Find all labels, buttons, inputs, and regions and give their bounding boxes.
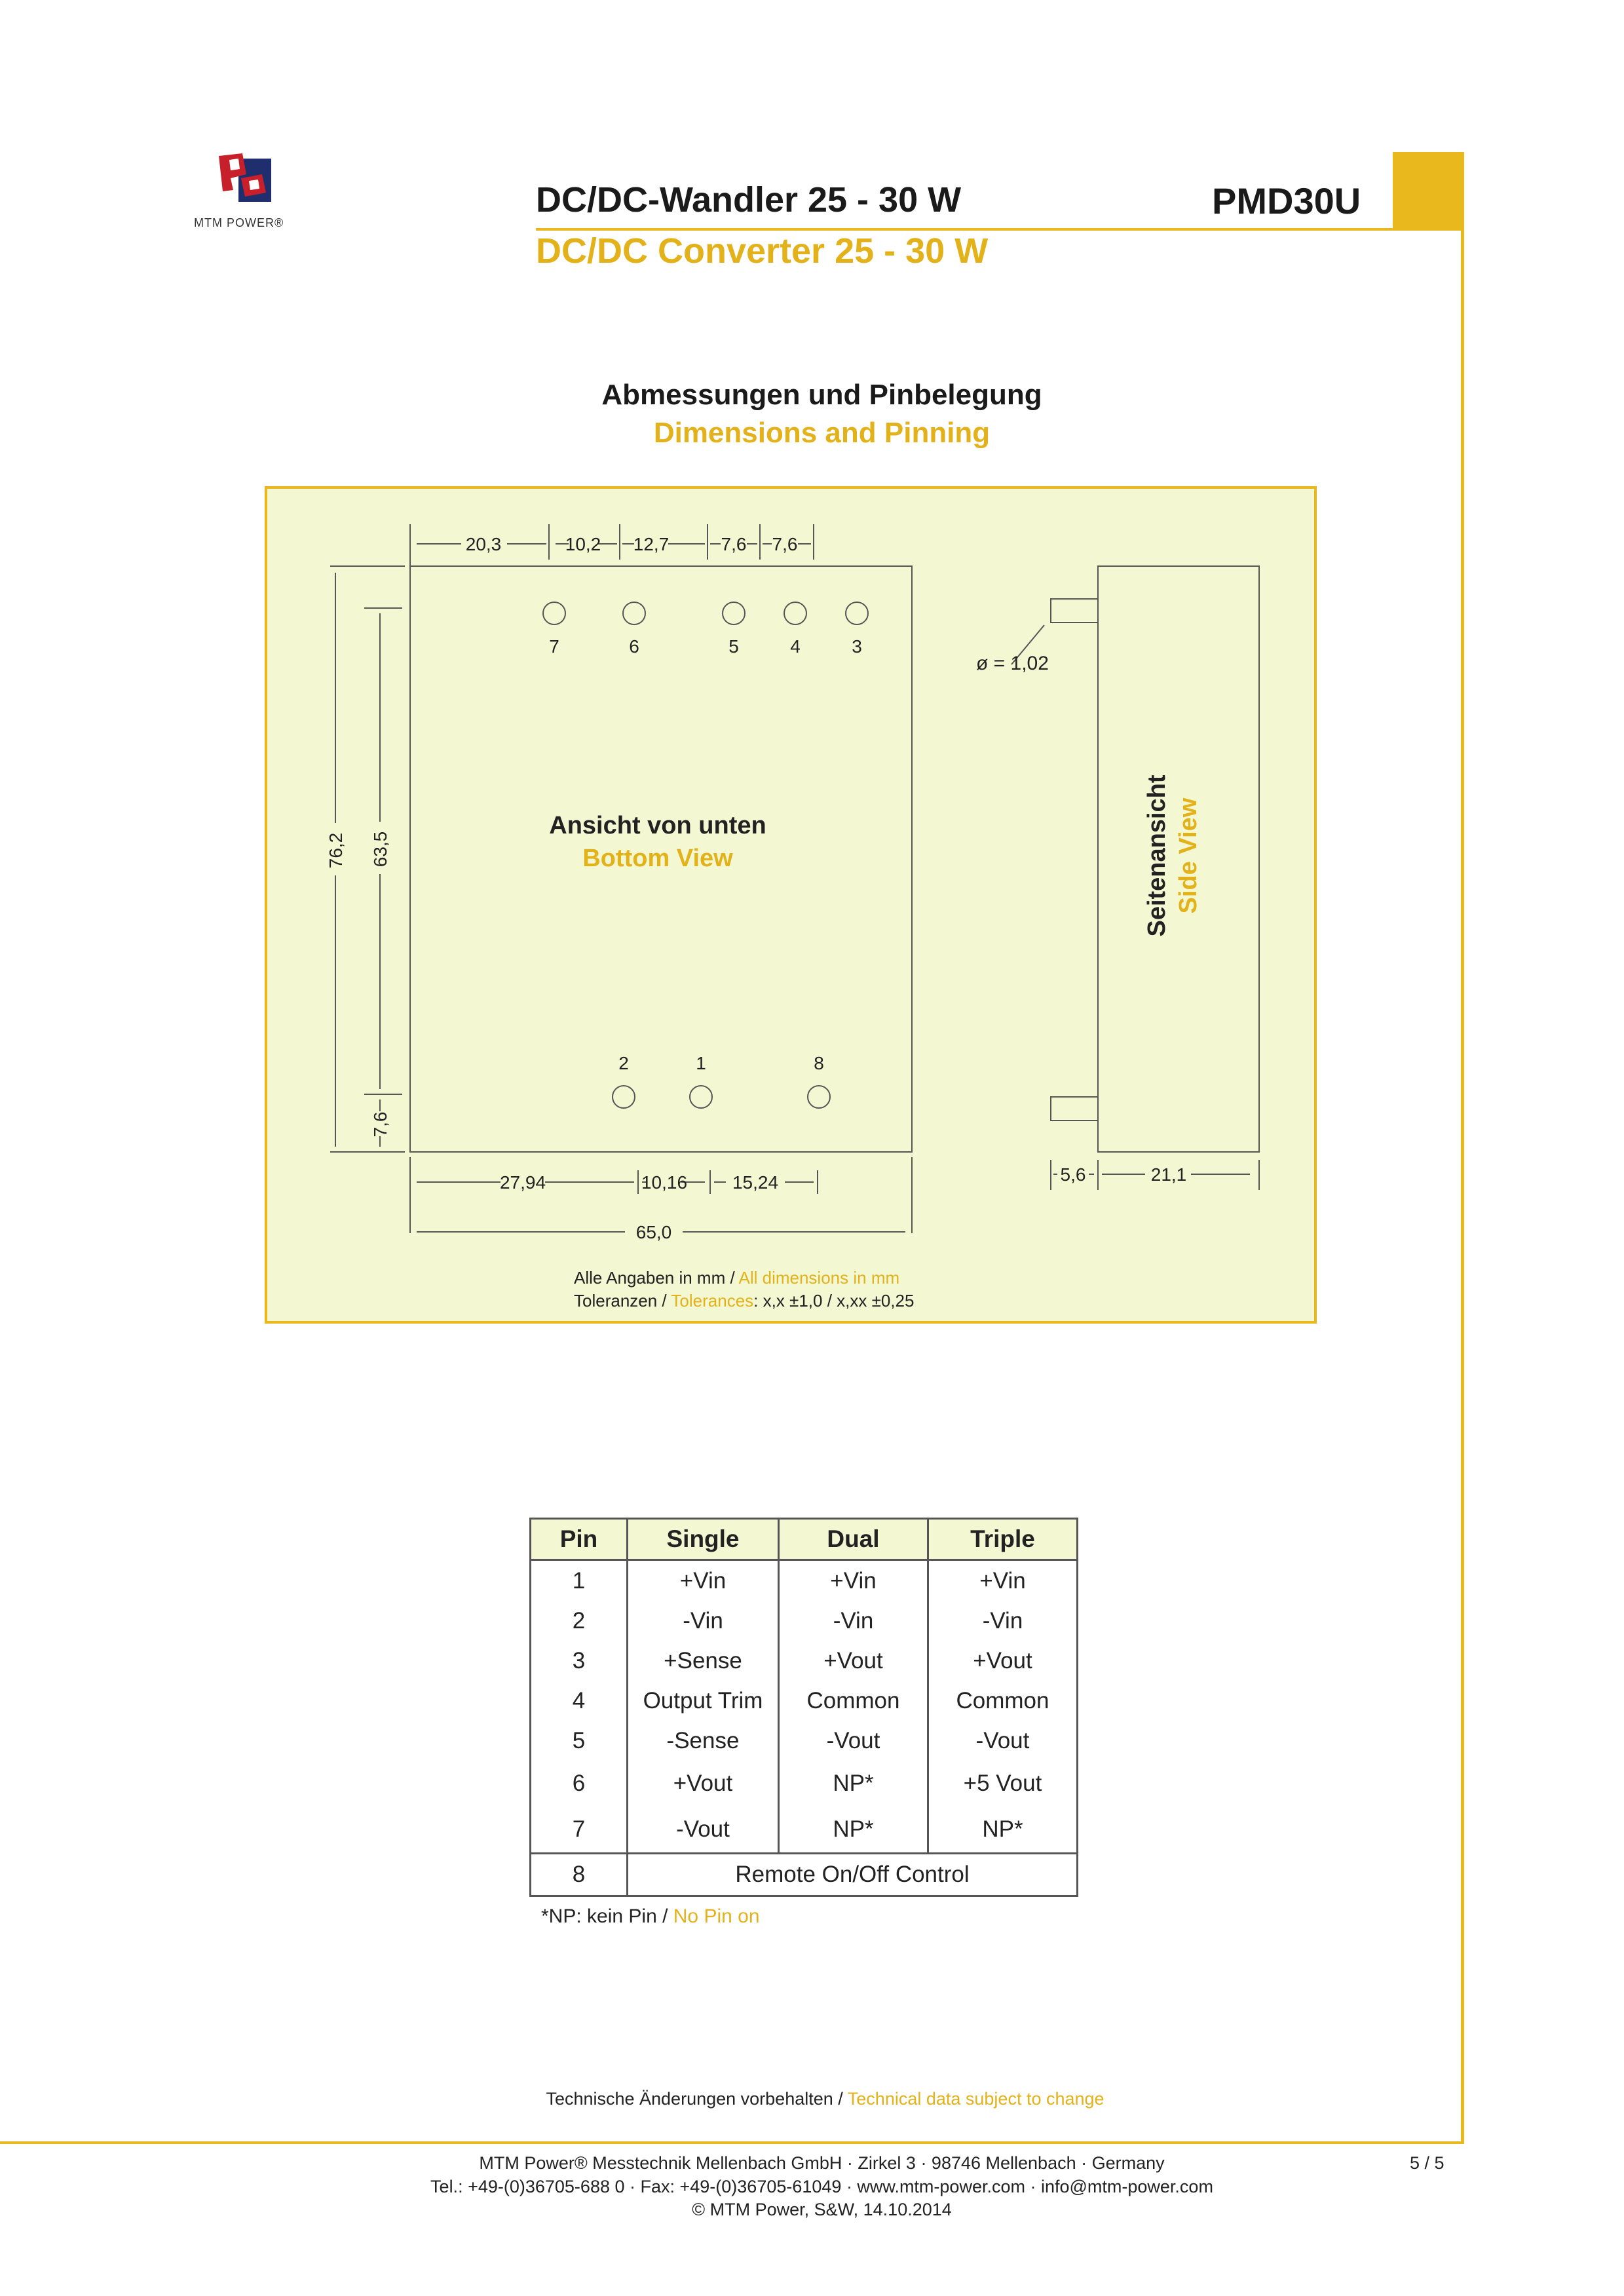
table-cell: -Vout (779, 1721, 928, 1761)
company-address: MTM Power® Messtechnik Mellenbach GmbH · Zirkel 3 · 98746 Mellenbach · Germany (479, 2153, 1165, 2173)
page-border-right (1461, 152, 1464, 2144)
dimension-drawing (267, 489, 1319, 1326)
corner-block (1393, 152, 1464, 231)
col-header-dual: Dual (779, 1519, 928, 1560)
note-tol-de: Toleranzen / (574, 1291, 667, 1311)
page-number: 5 / 5 (1410, 2153, 1445, 2173)
change-notice-de: Technische Änderungen vorbehalten / (546, 2089, 843, 2109)
table-row (531, 1807, 1078, 1854)
table-cell: Output Trim (628, 1681, 779, 1721)
dim-height-offset: 7,6 (370, 1111, 390, 1138)
col-header-triple: Triple (928, 1519, 1078, 1560)
table-header-row (531, 1519, 1078, 1560)
table-cell: 1 (531, 1560, 628, 1601)
note-tol-values: : x,x ±1,0 / x,xx ±0,25 (753, 1291, 915, 1311)
table-row (531, 1854, 1078, 1896)
table-cell: 4 (531, 1681, 628, 1721)
table-cell: NP* (928, 1807, 1078, 1854)
table-row (531, 1641, 1078, 1681)
pin-label: 8 (814, 1053, 824, 1073)
dim-total-width: 65,0 (635, 1222, 672, 1242)
pin-label: 7 (549, 636, 559, 657)
table-cell: 6 (531, 1761, 628, 1807)
pin-diameter: ø = 1,02 (976, 653, 1049, 674)
pin-label: 1 (696, 1053, 706, 1073)
note-units-en: All dimensions in mm (738, 1268, 900, 1288)
col-header-single: Single (628, 1519, 779, 1560)
change-notice-en: Technical data subject to change (847, 2089, 1105, 2109)
table-cell: -Vin (928, 1601, 1078, 1641)
table-row (531, 1601, 1078, 1641)
np-footnote (541, 1905, 760, 1928)
dimensions-note (574, 1268, 899, 1288)
table-cell: -Vin (628, 1601, 779, 1641)
side-view-label-en: Side View (1175, 797, 1202, 914)
dim-side-2: 21,1 (1150, 1164, 1187, 1185)
section-title-english: Dimensions and Pinning (653, 417, 991, 449)
dim-top-1: 20,3 (465, 534, 502, 554)
company-contact: Tel.: +49-(0)36705-688 0 · Fax: +49-(0)36705-61049 · www.mtm-power.com · info@mtm-power.com (430, 2177, 1213, 2196)
table-cell: +Vout (928, 1641, 1078, 1681)
bottom-view-label-de: Ansicht von unten (549, 812, 766, 839)
dim-side-1: 5,6 (1060, 1164, 1086, 1185)
table-cell: -Vout (928, 1721, 1078, 1761)
table-cell: -Vout (628, 1807, 779, 1854)
note-units-de: Alle Angaben in mm / (574, 1268, 735, 1288)
pin-label: 2 (618, 1053, 629, 1073)
table-cell-merged: Remote On/Off Control (628, 1854, 1078, 1896)
dim-bottom-1: 27,94 (499, 1172, 546, 1193)
table-row (531, 1560, 1078, 1601)
table-row (531, 1681, 1078, 1721)
side-view-label-de: Seitenansicht (1143, 775, 1171, 937)
np-note-en: No Pin on (673, 1905, 760, 1927)
dim-height-pins: 63,5 (370, 831, 390, 868)
table-row (531, 1721, 1078, 1761)
table-cell: Common (928, 1681, 1078, 1721)
pin-label: 3 (852, 636, 862, 657)
table-cell: -Vin (779, 1601, 928, 1641)
table-cell: 3 (531, 1641, 628, 1681)
pinning-table (529, 1518, 1078, 1897)
footer-rule (0, 2141, 1464, 2144)
table-cell: +Vin (779, 1560, 928, 1601)
copyright: © MTM Power, S&W, 14.10.2014 (692, 2200, 952, 2219)
note-tol-en: Tolerances (671, 1291, 754, 1311)
table-cell: +Vout (628, 1761, 779, 1807)
table-cell: +Vin (928, 1560, 1078, 1601)
dim-top-5: 7,6 (772, 534, 798, 554)
bottom-view-label-en: Bottom View (582, 845, 733, 872)
table-cell: 7 (531, 1807, 628, 1854)
title-german: DC/DC-Wandler 25 - 30 W (536, 180, 962, 220)
dim-bottom-3: 15,24 (732, 1172, 779, 1193)
table-row (531, 1761, 1078, 1807)
np-note-de: *NP: kein Pin / (541, 1905, 668, 1927)
title-english: DC/DC Converter 25 - 30 W (536, 231, 989, 271)
dim-height-total: 76,2 (326, 832, 346, 869)
product-code: PMD30U (1212, 180, 1361, 221)
section-title-german: Abmessungen und Pinbelegung (601, 379, 1042, 411)
table-cell: +5 Vout (928, 1761, 1078, 1807)
table-cell: +Sense (628, 1641, 779, 1681)
change-notice (0, 2089, 1624, 2109)
pin-label: 4 (790, 636, 801, 657)
table-cell: NP* (779, 1807, 928, 1854)
company-logo (216, 152, 275, 211)
table-cell: Common (779, 1681, 928, 1721)
table-cell: +Vout (779, 1641, 928, 1681)
table-cell: -Sense (628, 1721, 779, 1761)
tolerances-note (574, 1291, 914, 1311)
dim-top-2: 10,2 (565, 534, 601, 554)
dim-bottom-2: 10,16 (641, 1172, 688, 1193)
pin-label: 5 (728, 636, 739, 657)
dim-top-3: 12,7 (633, 534, 670, 554)
pin-label: 6 (629, 636, 639, 657)
dim-top-4: 7,6 (721, 534, 747, 554)
table-cell: 2 (531, 1601, 628, 1641)
table-cell: NP* (779, 1761, 928, 1807)
col-header-pin: Pin (531, 1519, 628, 1560)
dimension-drawing-panel (265, 486, 1317, 1324)
table-cell: +Vin (628, 1560, 779, 1601)
table-cell: 5 (531, 1721, 628, 1761)
logo-caption: MTM POWER® (194, 216, 284, 229)
table-cell: 8 (531, 1854, 628, 1896)
